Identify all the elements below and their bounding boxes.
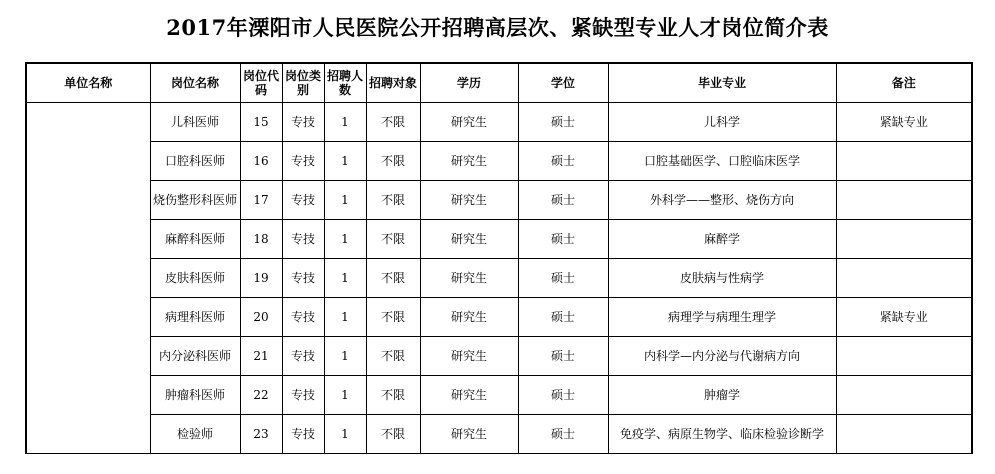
degree-cell: 硕士 (518, 337, 608, 376)
target-cell: 不限 (366, 181, 420, 220)
header-education: 学历 (420, 63, 518, 103)
degree-cell: 硕士 (518, 298, 608, 337)
target-cell: 不限 (366, 142, 420, 181)
remark-cell (836, 259, 972, 298)
header-target: 招聘对象 (366, 63, 420, 103)
remark-cell: 紧缺专业 (836, 103, 972, 142)
education-cell: 研究生 (420, 181, 518, 220)
post-name-cell: 检验师 (150, 415, 240, 454)
post-type-cell: 专技 (282, 376, 324, 415)
page-title: 2017年溧阳市人民医院公开招聘高层次、紧缺型专业人才岗位简介表 (166, 15, 829, 40)
header-row (26, 63, 972, 103)
major-cell: 口腔基础医学、口腔临床医学 (608, 142, 836, 181)
degree-cell: 硕士 (518, 103, 608, 142)
remark-cell (836, 220, 972, 259)
count-cell: 1 (324, 337, 366, 376)
education-cell: 研究生 (420, 376, 518, 415)
post-name-cell: 烧伤整形科医师 (150, 181, 240, 220)
post-name-cell: 皮肤科医师 (150, 259, 240, 298)
remark-cell (836, 337, 972, 376)
education-cell: 研究生 (420, 298, 518, 337)
table-row (26, 298, 972, 337)
post-type-cell: 专技 (282, 220, 324, 259)
target-cell: 不限 (366, 259, 420, 298)
target-cell: 不限 (366, 337, 420, 376)
remark-cell (836, 181, 972, 220)
count-cell: 1 (324, 142, 366, 181)
post-code-cell: 16 (240, 142, 282, 181)
major-cell: 皮肤病与性病学 (608, 259, 836, 298)
count-cell: 1 (324, 298, 366, 337)
count-cell: 1 (324, 415, 366, 454)
post-code-cell: 22 (240, 376, 282, 415)
post-type-cell: 专技 (282, 298, 324, 337)
major-cell: 外科学——整形、烧伤方向 (608, 181, 836, 220)
post-type-cell: 专技 (282, 259, 324, 298)
education-cell: 研究生 (420, 103, 518, 142)
remark-cell (836, 415, 972, 454)
education-cell: 研究生 (420, 337, 518, 376)
post-type-cell: 专技 (282, 181, 324, 220)
table-row (26, 337, 972, 376)
target-cell: 不限 (366, 376, 420, 415)
post-code-cell: 23 (240, 415, 282, 454)
target-cell: 不限 (366, 220, 420, 259)
major-cell: 内科学—内分泌与代谢病方向 (608, 337, 836, 376)
major-cell: 肿瘤学 (608, 376, 836, 415)
remark-cell (836, 142, 972, 181)
remark-cell: 紧缺专业 (836, 298, 972, 337)
header-unit: 单位名称 (26, 63, 150, 103)
post-type-cell: 专技 (282, 103, 324, 142)
degree-cell: 硕士 (518, 142, 608, 181)
post-type-cell: 专技 (282, 337, 324, 376)
count-cell: 1 (324, 220, 366, 259)
post-name-cell: 麻醉科医师 (150, 220, 240, 259)
major-cell: 免疫学、病原生物学、临床检验诊断学 (608, 415, 836, 454)
target-cell: 不限 (366, 298, 420, 337)
degree-cell: 硕士 (518, 376, 608, 415)
degree-cell: 硕士 (518, 181, 608, 220)
unit-name-cell (26, 103, 150, 454)
header-post-name: 岗位名称 (150, 63, 240, 103)
header-post-code: 岗位代码 (240, 63, 282, 103)
target-cell: 不限 (366, 103, 420, 142)
post-code-cell: 21 (240, 337, 282, 376)
table-row (26, 415, 972, 454)
post-name-cell: 内分泌科医师 (150, 337, 240, 376)
post-type-cell: 专技 (282, 142, 324, 181)
header-count: 招聘人数 (324, 63, 366, 103)
table-row (26, 103, 972, 142)
count-cell: 1 (324, 181, 366, 220)
education-cell: 研究生 (420, 142, 518, 181)
major-cell: 病理学与病理生理学 (608, 298, 836, 337)
table-row (26, 259, 972, 298)
count-cell: 1 (324, 103, 366, 142)
post-name-cell: 儿科医师 (150, 103, 240, 142)
major-cell: 麻醉学 (608, 220, 836, 259)
post-name-cell: 病理科医师 (150, 298, 240, 337)
degree-cell: 硕士 (518, 259, 608, 298)
major-cell: 儿科学 (608, 103, 836, 142)
recruitment-table (25, 62, 973, 454)
post-code-cell: 17 (240, 181, 282, 220)
header-remark: 备注 (836, 63, 972, 103)
education-cell: 研究生 (420, 259, 518, 298)
post-code-cell: 15 (240, 103, 282, 142)
post-code-cell: 20 (240, 298, 282, 337)
table-row (26, 181, 972, 220)
target-cell: 不限 (366, 415, 420, 454)
remark-cell (836, 376, 972, 415)
post-name-cell: 口腔科医师 (150, 142, 240, 181)
degree-cell: 硕士 (518, 415, 608, 454)
education-cell: 研究生 (420, 220, 518, 259)
post-code-cell: 18 (240, 220, 282, 259)
header-post-type: 岗位类别 (282, 63, 324, 103)
post-name-cell: 肿瘤科医师 (150, 376, 240, 415)
table-row (26, 220, 972, 259)
post-type-cell: 专技 (282, 415, 324, 454)
table-row (26, 376, 972, 415)
degree-cell: 硕士 (518, 220, 608, 259)
count-cell: 1 (324, 376, 366, 415)
header-major: 毕业专业 (608, 63, 836, 103)
table-row (26, 142, 972, 181)
post-code-cell: 19 (240, 259, 282, 298)
count-cell: 1 (324, 259, 366, 298)
header-degree: 学位 (518, 63, 608, 103)
education-cell: 研究生 (420, 415, 518, 454)
